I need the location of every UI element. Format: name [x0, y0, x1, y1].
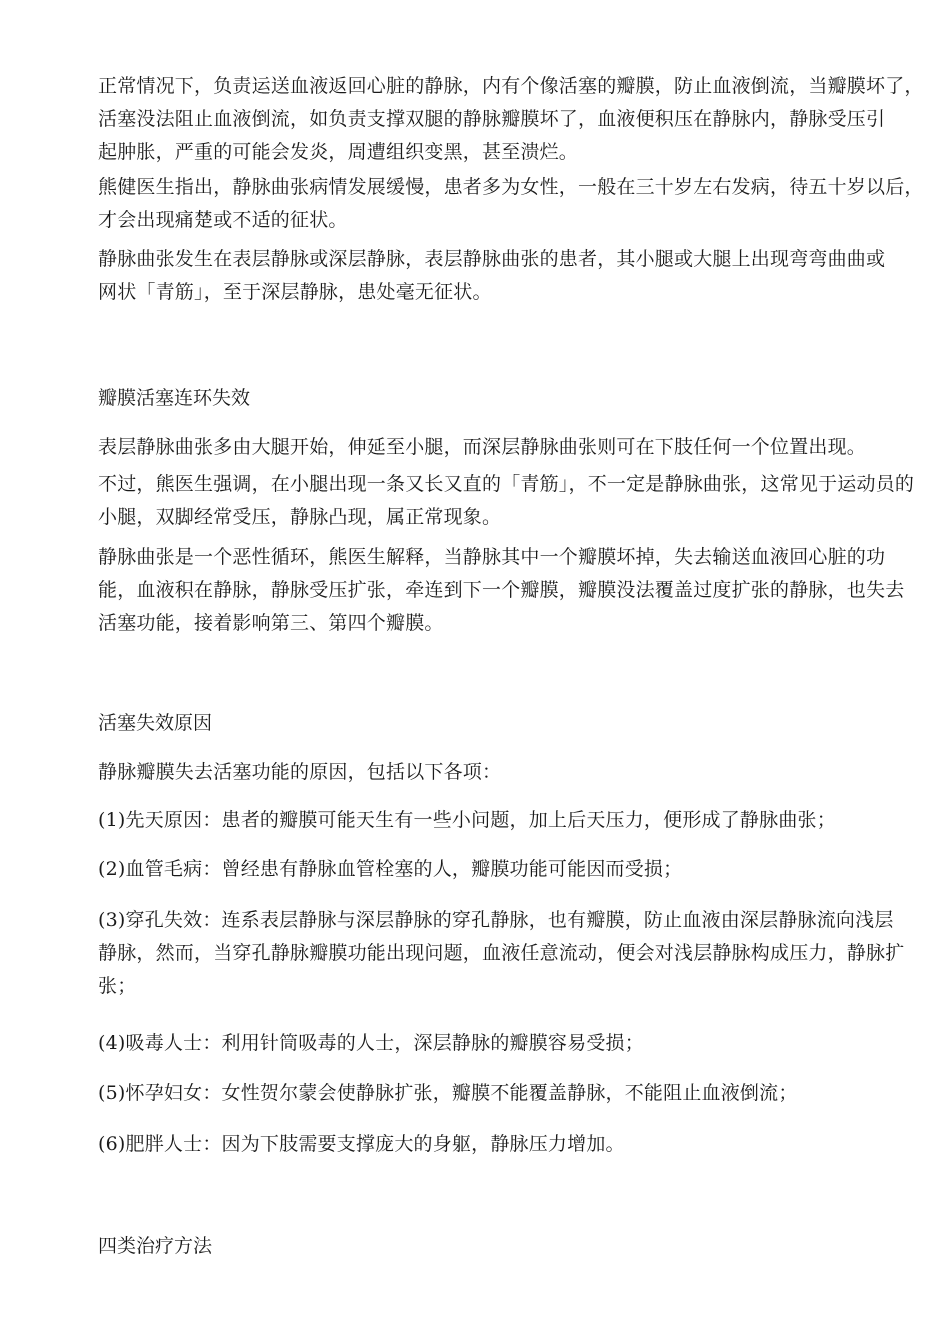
paragraph-vicious-cycle: [98, 541, 905, 640]
section-heading-treatment-methods: 四类治疗方法: [98, 1235, 213, 1257]
text-line: 能，血液积在静脉，静脉受压扩张，牵连到下一个瓣膜，瓣膜没法覆盖过度扩张的静脉，也失去: [98, 579, 905, 601]
text-line: (6)肥胖人士：因为下肢需要支撑庞大的身躯，静脉压力增加。: [98, 1133, 625, 1155]
text-line: (1)先天原因：患者的瓣膜可能天生有一些小问题，加上后天压力，便形成了静脉曲张；: [98, 809, 836, 831]
text-line: 熊健医生指出，静脉曲张病情发展缓慢，患者多为女性，一般在三十岁左右发病，待五十岁以后，: [98, 176, 924, 198]
list-item-cause-5: [98, 1077, 866, 1110]
text-line: 张；: [98, 975, 137, 997]
text-line: 静脉曲张是一个恶性循环，熊医生解释，当静脉其中一个瓣膜坏掉，失去输送血液回心脏的功: [98, 546, 886, 568]
text-line: 表层静脉曲张多由大腿开始，伸延至小腿，而深层静脉曲张则可在下肢任何一个位置出现。: [98, 436, 867, 458]
text-line: 活塞没法阻止血液倒流，如负责支撑双腿的静脉瓣膜坏了，血液便积压在静脉内，静脉受压引: [98, 108, 886, 130]
text-line: (3)穿孔失效：连系表层静脉与深层静脉的穿孔静脉，也有瓣膜，防止血液由深层静脉流向浅层: [98, 909, 894, 931]
text-line: 小腿，双脚经常受压，静脉凸现，属正常现象。: [98, 506, 502, 528]
list-item-cause-2: [98, 853, 866, 886]
text-line: 静脉瓣膜失去活塞功能的原因，包括以下各项：: [98, 761, 502, 783]
paragraph-progression: [98, 431, 866, 464]
paragraph-valve-function: [98, 70, 924, 169]
text-line: 正常情况下，负责运送血液返回心脏的静脉，内有个像活塞的瓣膜，防止血液倒流，当瓣膜坏了，: [98, 75, 924, 97]
paragraph-green-vein: [98, 468, 915, 534]
text-line: 网状「青筋」，至于深层静脉，患处毫无征状。: [98, 281, 492, 303]
list-item-cause-6: [98, 1128, 866, 1161]
text-line: 起肿胀，严重的可能会发炎，周遭组织变黑，甚至溃烂。: [98, 141, 579, 163]
paragraph-vein-types: [98, 243, 886, 309]
text-line: 活塞功能，接着影响第三、第四个瓣膜。: [98, 612, 444, 634]
paragraph-doctor-statement: [98, 171, 924, 237]
text-line: (2)血管毛病：曾经患有静脉血管栓塞的人，瓣膜功能可能因而受损；: [98, 858, 683, 880]
text-line: 静脉曲张发生在表层静脉或深层静脉，表层静脉曲张的患者，其小腿或大腿上出现弯弯曲曲或: [98, 248, 886, 270]
section-heading-valve-failure: 瓣膜活塞连环失效: [98, 387, 251, 409]
list-item-cause-4: [98, 1027, 866, 1060]
text-line: (5)怀孕妇女：女性贺尔蒙会使静脉扩张，瓣膜不能覆盖静脉，不能阻止血液倒流；: [98, 1082, 798, 1104]
list-item-cause-1: [98, 804, 866, 837]
text-line: 静脉，然而，当穿孔静脉瓣膜功能出现问题，血液任意流动，便会对浅层静脉构成压力，静脉扩: [98, 942, 905, 964]
paragraph-causes-intro: [98, 756, 866, 789]
section-heading-failure-causes: 活塞失效原因: [98, 712, 213, 734]
text-line: 才会出现痛楚或不适的征状。: [98, 209, 348, 231]
text-line: 不过，熊医生强调，在小腿出现一条又长又直的「青筋」，不一定是静脉曲张，这常见于运动员的: [98, 473, 915, 495]
list-item-cause-3: [98, 904, 905, 1003]
text-line: (4)吸毒人士：利用针筒吸毒的人士，深层静脉的瓣膜容易受损；: [98, 1032, 644, 1054]
